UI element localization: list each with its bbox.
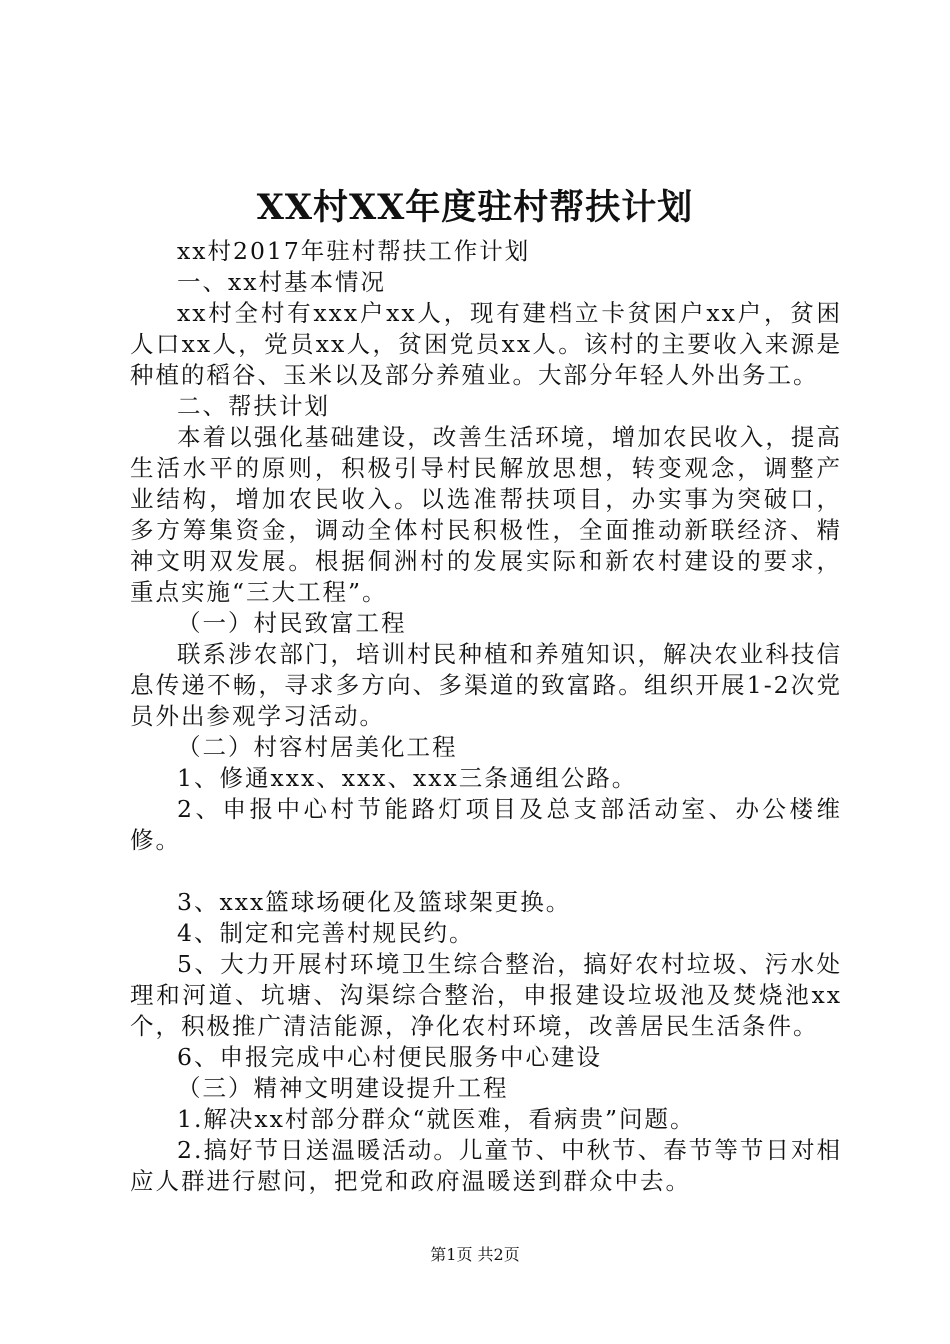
paragraph: xx村全村有xxx户xx人，现有建档立卡贫困户xx户，贫困人口xx人，党员xx人，贫困党员xx人。该村的主要收入来源是种植的稻谷、玉米以及部分养殖业。大部分年轻人外出务工。 bbox=[130, 299, 842, 389]
page-footer: 第1页 共2页 bbox=[430, 1245, 520, 1264]
list-item: 3、xxx篮球场硬化及篮球架更换。 bbox=[177, 888, 572, 916]
section-heading: 一、xx村基本情况 bbox=[177, 268, 387, 296]
document-body bbox=[130, 236, 842, 1197]
section-heading: 二、帮扶计划 bbox=[177, 392, 330, 420]
subsection-heading: （三）精神文明建设提升工程 bbox=[177, 1074, 509, 1102]
subsection-heading: （二）村容村居美化工程 bbox=[177, 733, 458, 761]
list-item: 5、大力开展村环境卫生综合整治，搞好农村垃圾、污水处理和河道、坑塘、沟渠综合整治，申报建设垃圾池及焚烧池xx个，积极推广清洁能源，净化农村环境，改善居民生活条件。 bbox=[130, 950, 842, 1040]
subsection-heading: （一）村民致富工程 bbox=[177, 609, 407, 637]
list-item: 1.解决xx村部分群众“就医难，看病贵”问题。 bbox=[177, 1105, 696, 1133]
list-item: 1、修通xxx、xxx、xxx三条通组公路。 bbox=[177, 764, 638, 792]
document-title: XX村XX年度驻村帮扶计划 bbox=[256, 187, 694, 228]
paragraph: 联系涉农部门，培训村民种植和养殖知识，解决农业科技信息传递不畅，寻求多方向、多渠道的致富路。组织开展1-2次党员外出参观学习活动。 bbox=[130, 640, 842, 730]
paragraph: 本着以强化基础建设，改善生活环境，增加农民收入，提高生活水平的原则，积极引导村民解放思想，转变观念，调整产业结构，增加农民收入。以选准帮扶项目，办实事为突破口，多方筹集资金，调动全体村民积极性，全面推动新联经济、精神文明双发展。根据侗洲村的发展实际和新农村建设的要求，重点实施“三大工程”。 bbox=[130, 423, 842, 606]
paragraph: xx村2017年驻村帮扶工作计划 bbox=[177, 237, 531, 265]
list-item: 2、申报中心村节能路灯项目及总支部活动室、办公楼维修。 bbox=[130, 795, 842, 854]
list-item: 6、申报完成中心村便民服务中心建设 bbox=[177, 1043, 602, 1071]
list-item: 4、制定和完善村规民约。 bbox=[177, 919, 475, 947]
list-item: 2.搞好节日送温暖活动。儿童节、中秋节、春节等节日对相应人群进行慰问，把党和政府温暖送到群众中去。 bbox=[130, 1136, 842, 1195]
